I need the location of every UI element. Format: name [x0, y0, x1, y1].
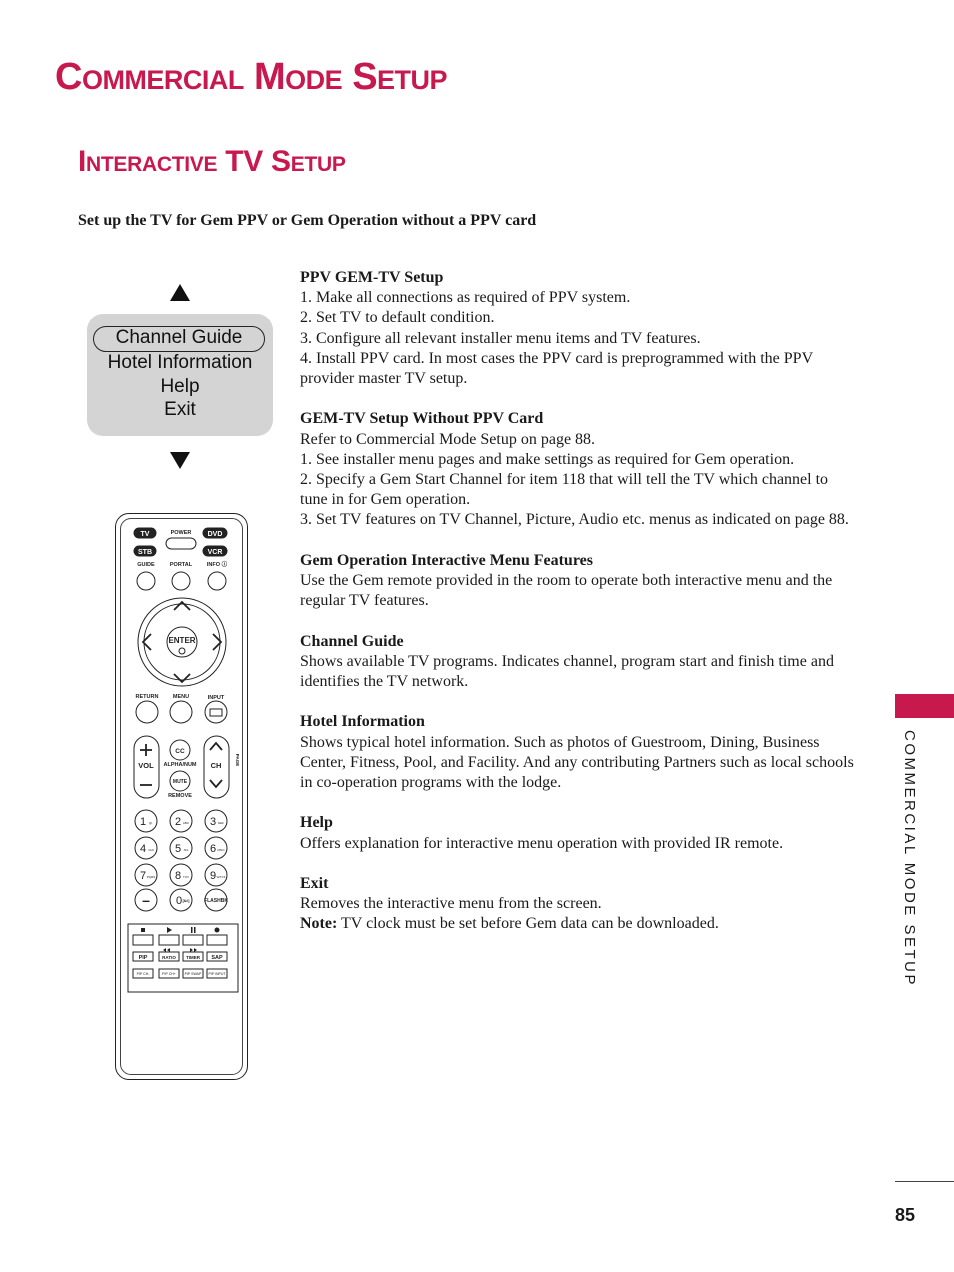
section-heading: Exit — [300, 875, 329, 892]
number-key-sub-label: TUV — [183, 875, 189, 879]
section-line: 3. Configure all relevant installer menu items and TV features. — [300, 329, 701, 347]
menu-item-exit[interactable]: Exit — [164, 399, 196, 420]
dash-key-label: – — [142, 892, 150, 908]
number-key-sub-label: PQRS — [146, 875, 156, 879]
page-number: 85 — [895, 1205, 916, 1225]
number-key-sub-label: WXYZ — [216, 875, 226, 879]
pip-ch-plus-label: PIP CH+ — [162, 972, 176, 976]
menu-item-hotel-information[interactable]: Hotel Information — [107, 352, 253, 373]
down-arrow-icon — [174, 674, 190, 682]
number-key-sub-label: ABC — [182, 821, 190, 825]
section-line: Use the Gem remote provided in the room to operate both interactive menu and the regular TV features. — [300, 572, 833, 610]
number-key-sub-label: @. — [149, 821, 153, 825]
vcr-label: VCR — [207, 549, 223, 556]
remote-drawing — [116, 514, 249, 1081]
section-line: Removes the interactive menu from the screen. — [300, 895, 602, 913]
section-line: 3. Set TV features on TV Channel, Picture, Audio etc. menus as indicated on page 88. — [300, 511, 849, 529]
section-ppv-gem — [300, 268, 856, 389]
section-exit — [300, 874, 856, 935]
section-line: 1. See installer menu pages and make settings as required for Gem operation. — [300, 450, 795, 468]
intro-text: Set up the TV for Gem PPV or Gem Operation without a PPV card — [78, 212, 537, 229]
section-heading: Help — [300, 814, 333, 832]
guide-label: GUIDE — [137, 562, 155, 568]
pip-ch-minus-label: PIP CH- — [136, 972, 150, 976]
alpha-num-label: ALPHA/NUM — [163, 762, 197, 768]
section-help — [300, 813, 856, 853]
number-key-label: 5 — [174, 843, 182, 855]
section-line: 4. Install PPV card. In most cases the PPV card is preprogrammed with the PPV provider master TV setup. — [300, 349, 813, 388]
menu-item-help[interactable]: Help — [160, 376, 200, 397]
input-button — [205, 701, 227, 723]
enter-label: ENTER — [168, 636, 196, 645]
stb-label: STB — [138, 549, 152, 556]
number-key-label: 1 — [139, 816, 147, 828]
number-key-sub-label: MNO — [217, 848, 225, 852]
guide-button — [137, 572, 155, 590]
section-heading: Hotel Information — [300, 713, 425, 731]
play-button — [159, 935, 179, 945]
sap-label: SAP — [211, 955, 223, 961]
power-label: POWER — [170, 530, 192, 536]
section-line: Shows available TV programs. Indicates channel, program start and finish time and identifies the TV network. — [300, 652, 834, 691]
section-line: Refer to Commercial Mode Setup on page 88. — [300, 430, 596, 448]
section-title: Interactive TV Setup — [78, 145, 346, 178]
vol-label: VOL — [138, 761, 154, 770]
ch-label: CH — [210, 761, 222, 770]
section-heading: PPV GEM-TV Setup — [300, 269, 444, 286]
enter-dot-icon — [179, 648, 185, 654]
section-channel-guide — [300, 632, 856, 693]
swap-label: PIP SWAP — [184, 972, 202, 976]
info-label: INFO ⓘ — [206, 562, 228, 568]
note-text: TV clock must be set before Gem data can be downloaded. — [337, 915, 719, 933]
tv-label: TV — [140, 531, 150, 538]
chapter-tab — [895, 694, 954, 718]
key-0-sub: [&#] — [182, 899, 190, 903]
portal-label: PORTAL — [169, 562, 193, 568]
chapter-label — [898, 730, 920, 987]
info-button — [208, 572, 226, 590]
number-key-sub-label: DEF — [218, 821, 224, 825]
section-line: Shows typical hotel information. Such as photos of Guestroom, Dining, Business Center, Fitness, Pool, and Facility. And any contributing Partners such as local schools in co-operation programs with the lodge. — [300, 733, 854, 792]
interactive-menu — [87, 314, 273, 436]
mute-label: MUTE — [172, 779, 188, 785]
dvd-label: DVD — [207, 531, 223, 538]
number-key-sub-label: JKL — [183, 848, 189, 852]
return-button — [136, 701, 158, 723]
section-gem-without-ppv — [300, 409, 856, 530]
input-icon — [210, 709, 222, 716]
flashbk-label: FLASHBK — [204, 898, 228, 904]
stop-button — [133, 935, 153, 945]
timer-label: TIMER — [186, 955, 200, 960]
number-key-sub-label: GHI — [148, 848, 154, 852]
record-button — [207, 935, 227, 945]
up-arrow-icon — [174, 602, 190, 610]
section-gem-menu-features — [300, 551, 856, 612]
remote-control-illustration — [115, 513, 248, 1080]
portal-button — [172, 572, 190, 590]
pip-label: PIP — [138, 955, 148, 961]
section-line: 1. Make all connections as required of PPV system. — [300, 289, 631, 307]
number-key-label: 7 — [139, 870, 147, 882]
down-arrow-icon — [170, 452, 190, 469]
section-heading: GEM-TV Setup Without PPV Card — [300, 410, 544, 428]
ratio-label: RATIO — [162, 955, 176, 960]
instructions — [300, 268, 856, 955]
number-key-label: 9 — [209, 870, 217, 882]
note-label: Note: — [300, 915, 338, 933]
menu-item-channel-guide[interactable]: Channel Guide — [93, 326, 265, 352]
key-0-label: 0 — [175, 895, 183, 907]
power-button — [166, 538, 196, 549]
number-key-label: 8 — [174, 870, 182, 882]
remove-label: REMOVE — [168, 793, 192, 799]
return-label: RETURN — [135, 694, 159, 700]
chapter-label-text: COMMERCIAL MODE SETUP — [901, 730, 918, 987]
section-line: 2. Specify a Gem Start Channel for item 118 that will tell the TV which channel to tune in for Gem operation. — [300, 471, 829, 509]
number-key-label: 2 — [174, 816, 182, 828]
section-heading: Channel Guide — [300, 632, 404, 650]
page-label: PAGE — [235, 753, 240, 767]
cc-label: CC — [175, 748, 185, 755]
note-line — [300, 914, 856, 934]
menu-label: MENU — [172, 694, 190, 700]
page-title: Commercial Mode Setup — [55, 56, 448, 98]
pip-input-label: PIP INPUT — [208, 972, 226, 976]
number-key-label: 3 — [209, 816, 217, 828]
section-heading: Gem Operation Interactive Menu Features — [300, 551, 593, 569]
section-line: 2. Set TV to default condition. — [300, 309, 495, 327]
number-key-label: 6 — [209, 843, 217, 855]
pause-button — [183, 935, 203, 945]
input-label: INPUT — [207, 695, 225, 701]
footer-rule — [895, 1181, 954, 1182]
up-arrow-icon — [170, 284, 190, 301]
number-key-label: 4 — [139, 843, 147, 855]
menu-button — [170, 701, 192, 723]
section-hotel-information — [300, 712, 856, 793]
section-line: Offers explanation for interactive menu operation with provided IR remote. — [300, 834, 784, 852]
